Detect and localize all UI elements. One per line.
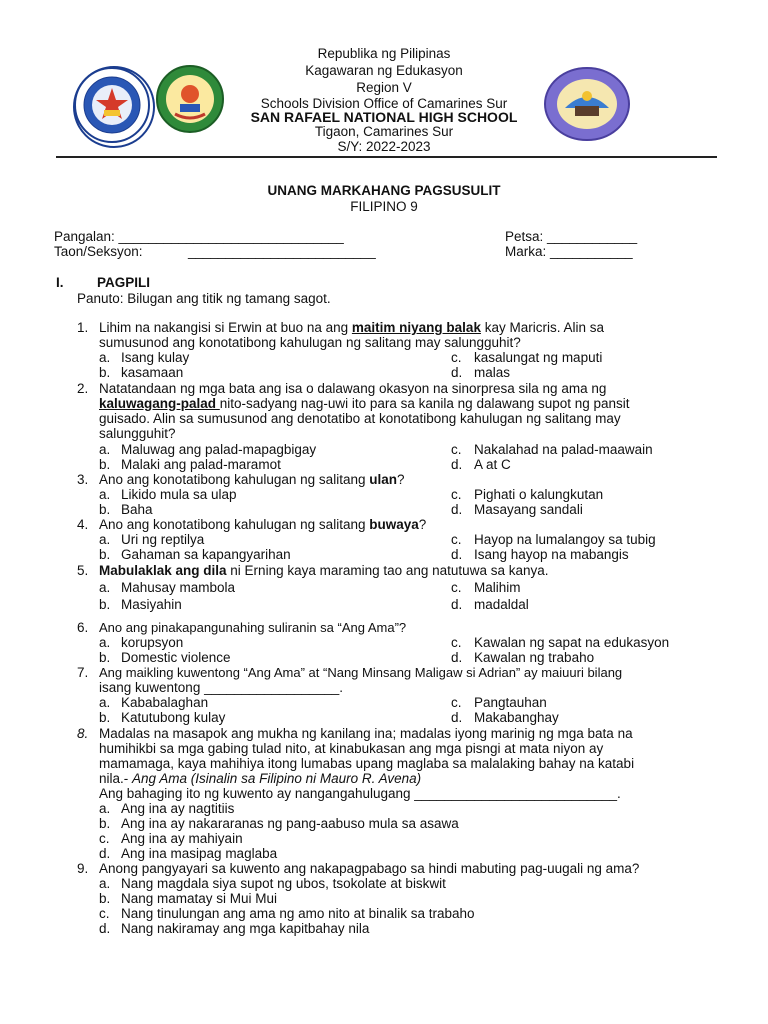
underlined-key-phrase: kaluwagang-palad <box>99 396 220 411</box>
header-school-year: S/Y: 2022-2023 <box>337 139 431 154</box>
choice-letter: a. <box>99 442 111 457</box>
question-text-part: kay Maricris. Alin sa <box>480 320 604 335</box>
choice-letter: b. <box>99 891 111 906</box>
choice-text[interactable]: Isang hayop na mabangis <box>474 547 629 562</box>
choice-letter: d. <box>451 710 463 725</box>
story-citation: Ang Ama (Isinalin sa Filipino ni Mauro R. Avena) <box>132 771 422 786</box>
question-text: guisado. Alin sa sumusunod ang denotatibo at konotatibong kahulugan ng salitang may <box>99 411 621 426</box>
choice-letter: b. <box>99 365 111 380</box>
header-region: Region V <box>356 80 412 95</box>
choice-letter: c. <box>99 906 110 921</box>
choice-text[interactable]: Likido mula sa ulap <box>121 487 237 502</box>
choice-text[interactable]: A at C <box>474 457 511 472</box>
question-number: 5. <box>77 563 89 578</box>
part-instruction: Panuto: Bilugan ang titik ng tamang sagot. <box>77 291 331 306</box>
question-text-part: Ano ang konotatibong kahulugan ng salitang <box>99 517 370 532</box>
question-text: Natatandaan ng mga bata ang isa o dalawang okasyon na sinorpresa sila ng ama ng <box>99 381 607 396</box>
choice-letter: c. <box>451 580 462 595</box>
name-field[interactable]: Pangalan: ______________________________ <box>54 229 344 244</box>
choice-letter: d. <box>451 597 463 612</box>
header-republic: Republika ng Pilipinas <box>317 46 451 61</box>
choice-letter: c. <box>451 695 462 710</box>
choice-text[interactable]: Nang mamatay si Mui Mui <box>121 891 278 906</box>
section-label: Taon/Seksyon: <box>54 244 143 259</box>
choice-text[interactable]: Maluwag ang palad-mapagbigay <box>121 442 317 457</box>
question-text: Ang maikling kuwentong “Ang Ama” at “Nang Minsang Maligaw si Adrian” ay maiuuri bilang <box>99 665 623 680</box>
choice-letter: b. <box>99 457 111 472</box>
choice-letter: d. <box>451 502 463 517</box>
question-number: 9. <box>77 861 89 876</box>
section-field[interactable]: _________________________ <box>188 244 376 259</box>
date-field[interactable]: Petsa: ____________ <box>505 229 638 244</box>
question-text <box>99 472 405 487</box>
choice-text[interactable]: Pangtauhan <box>474 695 547 710</box>
question-text <box>99 771 421 786</box>
choice-text[interactable]: Nang magdala siya supot ng ubos, tsokolate at biskwit <box>121 876 446 891</box>
key-word: ulan <box>369 472 397 487</box>
question-text: Anong pangyayari sa kuwento ang nakapagpabago sa hindi mabuting pag-uugali ng ama? <box>99 861 640 876</box>
choice-text[interactable]: Makabanghay <box>474 710 559 725</box>
question-text <box>99 517 426 532</box>
question-text: Ang bahaging ito ng kuwento ay nangangahulugang ___________________________. <box>99 786 621 801</box>
choice-text[interactable]: korupsyon <box>121 635 184 650</box>
question-number: 8. <box>77 726 89 741</box>
choice-text[interactable]: Ang ina ay nakararanas ng pang-aabuso mula sa asawa <box>121 816 459 831</box>
choice-text[interactable]: Nang tinulungan ang ama ng amo nito at binalik sa trabaho <box>121 906 475 921</box>
choice-text[interactable]: Baha <box>121 502 153 517</box>
choice-text[interactable]: Ang ina ay mahiyain <box>121 831 243 846</box>
key-word: Mabulaklak ang dila <box>99 563 227 578</box>
choice-text[interactable]: Mahusay mambola <box>121 580 236 595</box>
choice-text[interactable]: kasalungat ng maputi <box>474 350 603 365</box>
choice-letter: b. <box>99 597 111 612</box>
choice-letter: d. <box>451 457 463 472</box>
question-text <box>99 396 630 411</box>
choice-text[interactable]: Ang ina masipag maglaba <box>121 846 278 861</box>
choice-letter: a. <box>99 801 111 816</box>
choice-letter: d. <box>99 846 111 861</box>
choice-letter: d. <box>451 650 463 665</box>
choice-text[interactable]: Uri ng reptilya <box>121 532 205 547</box>
question-text-part: ni Erning kaya maraming tao ang natutuwa sa kanya. <box>226 563 549 578</box>
question-text-part: ? <box>418 517 427 532</box>
choice-text[interactable]: Nang nakiramay ang mga kapitbahay nila <box>121 921 370 936</box>
choice-letter: d. <box>451 547 463 562</box>
question-text: salungguhit? <box>99 426 176 441</box>
choice-letter: d. <box>99 921 111 936</box>
choice-text[interactable]: Nakalahad na palad-maawain <box>474 442 653 457</box>
choice-letter: a. <box>99 695 111 710</box>
question-text: humihikbi sa mga gabing tulad nito, at kinabukasan ang mga pisngi at mata niyon ay <box>99 741 604 756</box>
question-text: mamamaga, kaya mahihiya itong lumabas upang maglaba sa malalaking bahay na katabi <box>99 756 635 771</box>
header-address: Tigaon, Camarines Sur <box>314 124 454 139</box>
choice-letter: c. <box>451 635 462 650</box>
choice-letter: a. <box>99 532 111 547</box>
question-text <box>99 563 548 578</box>
choice-letter: b. <box>99 816 111 831</box>
choice-text[interactable]: Malaki ang palad-maramot <box>121 457 281 472</box>
choice-text[interactable]: Kawalan ng trabaho <box>474 650 595 665</box>
exam-title: UNANG MARKAHANG PAGSUSULIT <box>267 183 501 198</box>
choice-letter: a. <box>99 350 111 365</box>
question-number: 6. <box>77 620 89 635</box>
part-number: I. <box>56 275 64 290</box>
header-department: Kagawaran ng Edukasyon <box>305 63 463 78</box>
choice-letter: a. <box>99 635 111 650</box>
choice-text[interactable]: kasamaan <box>121 365 184 380</box>
choice-letter: c. <box>451 442 462 457</box>
choice-letter: d. <box>451 365 463 380</box>
choice-text[interactable]: madaldal <box>474 597 529 612</box>
choice-text[interactable]: Katutubong kulay <box>121 710 226 725</box>
choice-letter: b. <box>99 710 111 725</box>
choice-text[interactable]: Masiyahin <box>121 597 182 612</box>
question-text-part: Lihim na nakangisi si Erwin at buo na ang <box>99 320 352 335</box>
choice-text[interactable]: Hayop na lumalangoy sa tubig <box>474 532 656 547</box>
question-number: 1. <box>77 320 89 335</box>
choice-letter: b. <box>99 502 111 517</box>
part-title: PAGPILI <box>97 275 151 290</box>
choice-text[interactable]: Domestic violence <box>121 650 231 665</box>
underlined-key-phrase: maitim niyang balak <box>351 320 481 335</box>
question-number: 4. <box>77 517 89 532</box>
question-text-part: nito-sadyang nag-uwi ito para sa kanila ng dalawang supot ng pansit <box>219 396 630 411</box>
header-division: Schools Division Office of Camarines Sur <box>260 96 508 111</box>
choice-letter: c. <box>451 350 462 365</box>
question-text: Ano ang pinakapangunahing suliranin sa “Ang Ama”? <box>99 620 407 635</box>
question-text-part: ? <box>396 472 405 487</box>
question-number: 2. <box>77 381 89 396</box>
choice-letter: a. <box>99 580 111 595</box>
question-number: 7. <box>77 665 89 680</box>
header-divider <box>56 156 717 158</box>
choice-letter: a. <box>99 876 111 891</box>
choice-letter: c. <box>99 831 110 846</box>
question-text: sumusunod ang konotatibong kahulugan ng salitang may salungguhit? <box>99 335 521 350</box>
choice-letter: b. <box>99 547 111 562</box>
question-text: Madalas na masapok ang mukha ng kanilang ina; madalas iyong marinig ng mga bata na <box>99 726 633 741</box>
choice-text[interactable]: Gahaman sa kapangyarihan <box>121 547 291 562</box>
choice-letter: b. <box>99 650 111 665</box>
question-text-part: nila.- <box>99 771 133 786</box>
choice-text[interactable]: Ang ina ay nagtitiis <box>121 801 235 816</box>
choice-text[interactable]: Kababalaghan <box>121 695 209 710</box>
choice-letter: c. <box>451 532 462 547</box>
question-text: isang kuwentong __________________. <box>99 680 343 695</box>
choice-text[interactable]: Kawalan ng sapat na edukasyon <box>474 635 670 650</box>
choice-letter: a. <box>99 487 111 502</box>
choice-text[interactable]: Malihim <box>474 580 521 595</box>
question-text <box>99 320 604 335</box>
choice-text[interactable]: malas <box>474 365 511 380</box>
choice-text[interactable]: Masayang sandali <box>474 502 583 517</box>
question-number: 3. <box>77 472 89 487</box>
score-field[interactable]: Marka: ___________ <box>505 244 633 259</box>
choice-text[interactable]: Isang kulay <box>121 350 190 365</box>
question-text-part: Ano ang konotatibong kahulugan ng salitang <box>99 472 370 487</box>
key-word: buwaya <box>369 517 419 532</box>
choice-text[interactable]: Pighati o kalungkutan <box>474 487 604 502</box>
exam-subject: FILIPINO 9 <box>350 199 418 214</box>
header-school-name: SAN RAFAEL NATIONAL HIGH SCHOOL <box>250 109 518 125</box>
choice-letter: c. <box>451 487 462 502</box>
